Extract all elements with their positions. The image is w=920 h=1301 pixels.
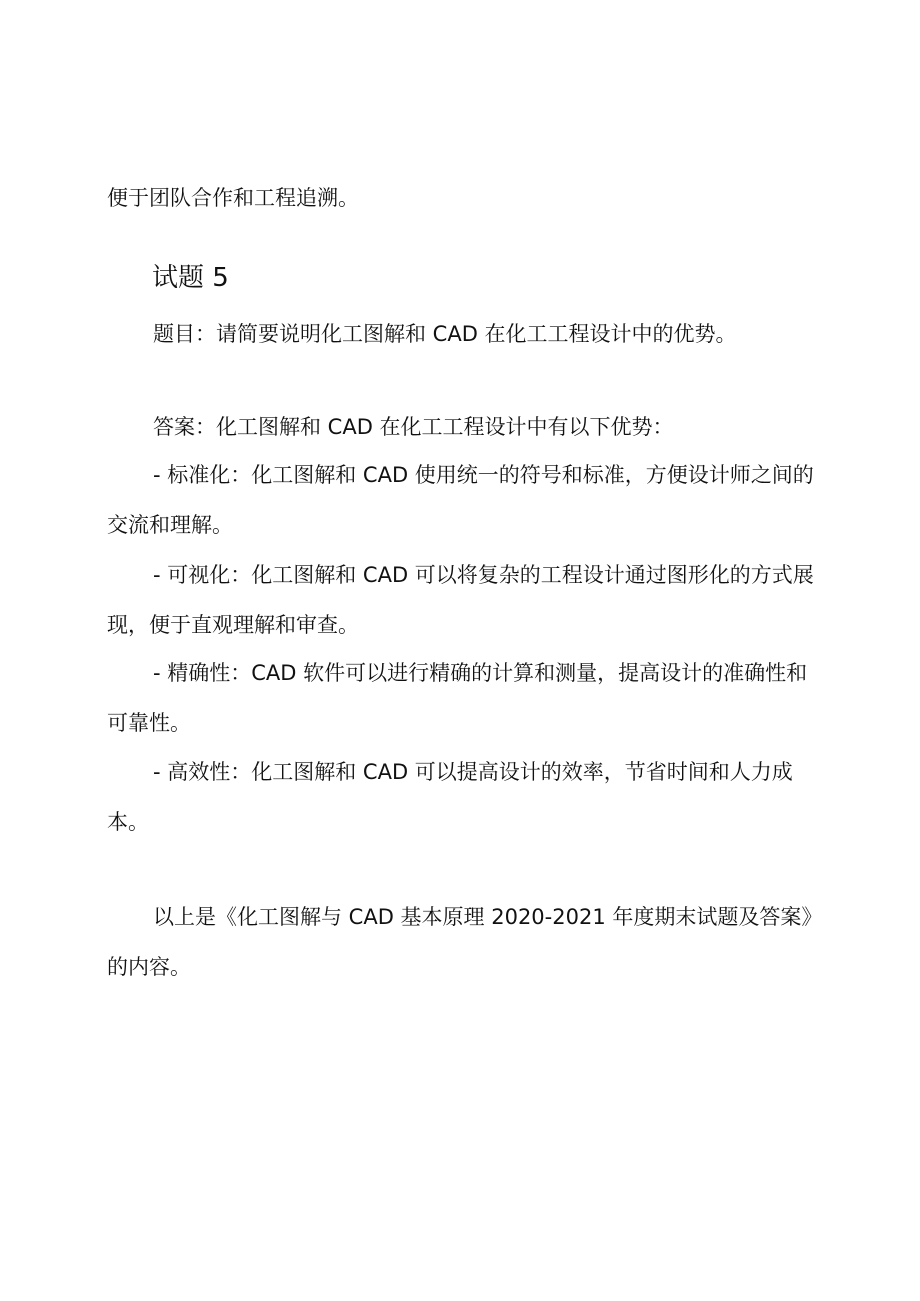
answer-point-efficiency: - 高效性：化工图解和 CAD 可以提高设计的效率，节省时间和人力成本。 bbox=[107, 760, 793, 834]
question-paragraph: 题目：请简要说明化工图解和 CAD 在化工工程设计中的优势。 bbox=[153, 322, 737, 346]
section-heading: 试题 5 bbox=[152, 263, 229, 293]
answer-point-standardization: - 标准化：化工图解和 CAD 使用统一的符号和标准，方便设计师之间的交流和理解。 bbox=[107, 463, 814, 537]
answer-point-visualization: - 可视化：化工图解和 CAD 可以将复杂的工程设计通过图形化的方式展现，便于直观理解和审查。 bbox=[107, 563, 814, 637]
answer-point-precision: - 精确性：CAD 软件可以进行精确的计算和测量，提高设计的准确性和可靠性。 bbox=[107, 661, 808, 735]
closing-paragraph: 以上是《化工图解与 CAD 基本原理 2020-2021 年度期末试题及答案》的内容。 bbox=[107, 905, 812, 979]
answer-intro-paragraph: 答案：化工图解和 CAD 在化工工程设计中有以下优势： bbox=[153, 415, 674, 439]
continuation-paragraph: 便于团队合作和工程追溯。 bbox=[107, 186, 359, 210]
